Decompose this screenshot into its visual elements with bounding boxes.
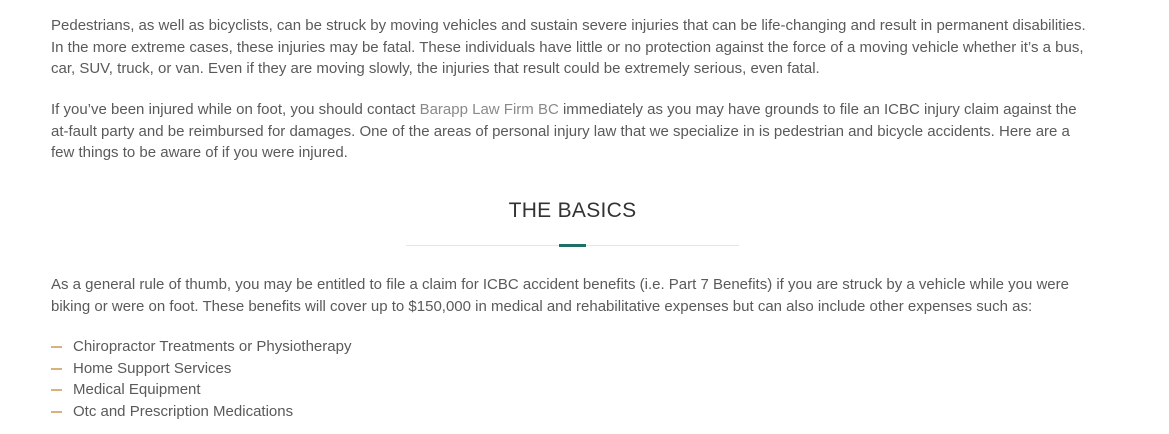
dash-bullet-icon [51,389,62,391]
list-item [51,401,351,423]
section-title: THE BASICS [508,199,637,222]
list-item-label: Medical Equipment [73,381,201,398]
list-item [51,358,351,380]
intro-paragraph-2 [51,99,1097,164]
dash-bullet-icon [51,368,62,370]
intro-paragraph-2-end: immediately as you may have grounds to file an ICBC injury claim against the at-fault party and be reimbursed for damages. One of the areas of personal injury law that we specialize in is pedestrian and bicycle accidents. Here are a few things to be aware of if you were injured. [51,101,1077,161]
law-firm-link[interactable]: Barapp Law Firm BC [419,101,559,118]
dash-bullet-icon [51,346,62,348]
list-item [51,336,351,358]
dash-bullet-icon [51,411,62,413]
intro-paragraph-1: Pedestrians, as well as bicyclists, can be struck by moving vehicles and sustain severe injuries that can be life-changing and result in permanent disabilities. In the more extreme cases, these injuries may be fatal. These individuals have little or no protection against the force of a moving vehicle whether it’s a bus, car, SUV, truck, or van. Even if they are moving slowly, the injuries that result could be extremely serious, even fatal. [51,17,1086,77]
title-accent-bar [559,244,586,247]
list-item-label: Home Support Services [73,359,232,377]
list-item [51,379,351,401]
intro-paragraph-2-start: If you’ve been injured while on foot, you should contact [51,101,420,118]
list-item-label: Otc and Prescription Medications [73,402,294,420]
list-item-label: Chiropractor Treatments or Physiotherapy [73,338,352,355]
basics-paragraph: As a general rule of thumb, you may be entitled to file a claim for ICBC accident benefits (i.e. Part 7 Benefits) if you are struck by a vehicle while you were biking or were on foot. These benefits will cover up to $150,000 in medical and rehabilitative expenses but can also include other expenses such as: [51,276,1069,315]
benefits-list [51,336,351,422]
